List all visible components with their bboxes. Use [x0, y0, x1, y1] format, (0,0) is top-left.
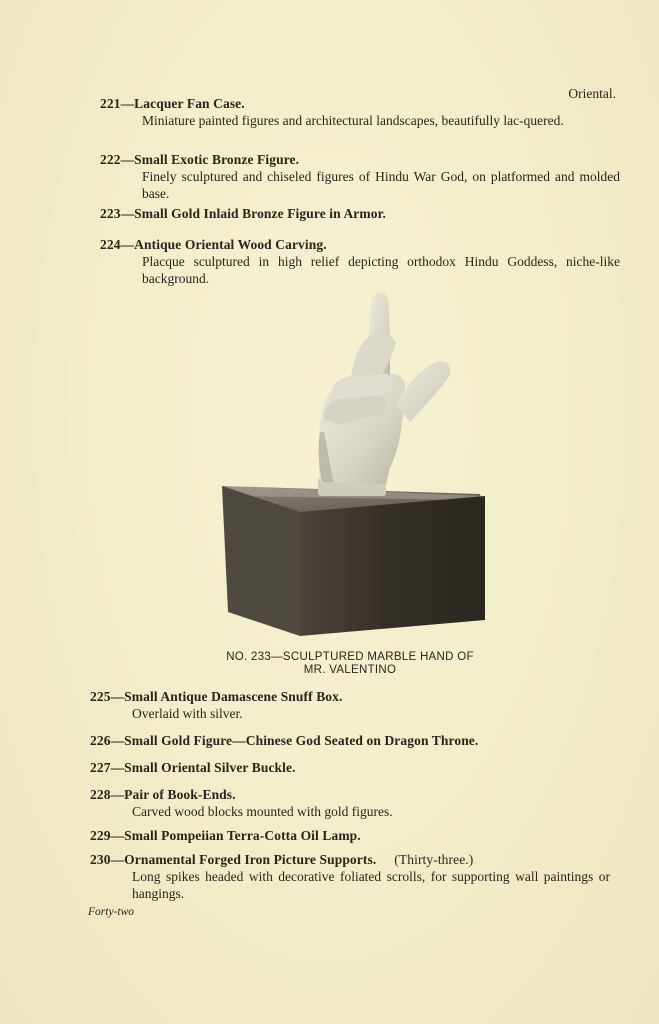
entry-number: 225 [90, 689, 111, 704]
entry-number: 227 [90, 760, 111, 775]
entry-number: 230 [90, 852, 111, 867]
catalog-entry-225 [90, 689, 610, 722]
catalog-entry-230 [90, 852, 610, 902]
entry-description: Miniature painted figures and architectural landscapes, beautifully lac-quered. [142, 113, 564, 128]
catalog-entry-221 [100, 96, 620, 129]
entry-number: 226 [90, 733, 111, 748]
entry-title: Small Gold Inlaid Bronze Figure in Armor. [134, 206, 386, 221]
figure-caption [180, 651, 520, 677]
caption-line: NO. 233—SCULPTURED MARBLE HAND OF [226, 651, 474, 663]
catalog-entry-226 [90, 733, 610, 749]
entry-heading: 226—Small Gold Figure—Chinese God Seated on Dragon Throne. [90, 733, 479, 748]
entry-title: Pair of Book-Ends. [124, 787, 236, 802]
entry-title: Small Gold Figure—Chinese God Seated on Dragon Throne. [124, 733, 479, 748]
entry-title: Small Oriental Silver Buckle. [124, 760, 296, 775]
entry-heading: 228—Pair of Book-Ends. [90, 787, 236, 802]
entry-title: Small Antique Damascene Snuff Box. [124, 689, 343, 704]
entry-number: 223 [100, 206, 121, 221]
entry-heading: 222—Small Exotic Bronze Figure. [100, 152, 300, 167]
entry-heading: 229—Small Pompeiian Terra-Cotta Oil Lamp. [90, 828, 361, 843]
entry-title: Lacquer Fan Case. [134, 96, 245, 111]
entry-heading: 223—Small Gold Inlaid Bronze Figure in Armor. [100, 206, 386, 221]
entry-number: 229 [90, 828, 111, 843]
entry-number: 221 [100, 96, 121, 111]
catalog-entry-222 [100, 152, 620, 202]
catalog-entry-229 [90, 828, 610, 844]
marble-hand-photo [200, 282, 500, 642]
entry-heading: 227—Small Oriental Silver Buckle. [90, 760, 296, 775]
entry-number: 222 [100, 152, 121, 167]
entry-number: 228 [90, 787, 111, 802]
entry-title: Small Pompeiian Terra-Cotta Oil Lamp. [124, 828, 361, 843]
entry-description: Placque sculptured in high relief depicting orthodox Hindu Goddess, niche-like background. [142, 254, 620, 286]
entry-heading: 221—Lacquer Fan Case. [100, 96, 245, 111]
entry-note: (Thirty-three.) [394, 852, 474, 867]
entry-description: Overlaid with silver. [132, 706, 243, 721]
catalog-entry-228 [90, 787, 610, 820]
entry-heading: 225—Small Antique Damascene Snuff Box. [90, 689, 343, 704]
entry-description: Finely sculptured and chiseled figures of Hindu War God, on platformed and molded base. [142, 169, 620, 201]
entry-number: 224 [100, 237, 121, 252]
page-folio: Forty-two [88, 906, 134, 918]
section-label: Oriental. [568, 86, 616, 101]
entry-description: Carved wood blocks mounted with gold figures. [132, 804, 393, 819]
catalog-entry-227 [90, 760, 610, 776]
catalog-entry-223 [100, 206, 620, 222]
entry-heading: 230—Ornamental Forged Iron Picture Supports. (Thirty-three.) [90, 852, 474, 867]
entry-description: Long spikes headed with decorative foliated scrolls, for supporting wall paintings or hangings. [132, 869, 610, 901]
entry-heading: 224—Antique Oriental Wood Carving. [100, 237, 327, 252]
catalog-entry-224 [100, 237, 620, 287]
entry-title: Antique Oriental Wood Carving. [134, 237, 327, 252]
entry-title: Ornamental Forged Iron Picture Supports. [124, 852, 377, 867]
entry-title: Small Exotic Bronze Figure. [134, 152, 300, 167]
marble-hand-illustration [200, 282, 500, 642]
caption-line: MR. VALENTINO [303, 664, 397, 676]
